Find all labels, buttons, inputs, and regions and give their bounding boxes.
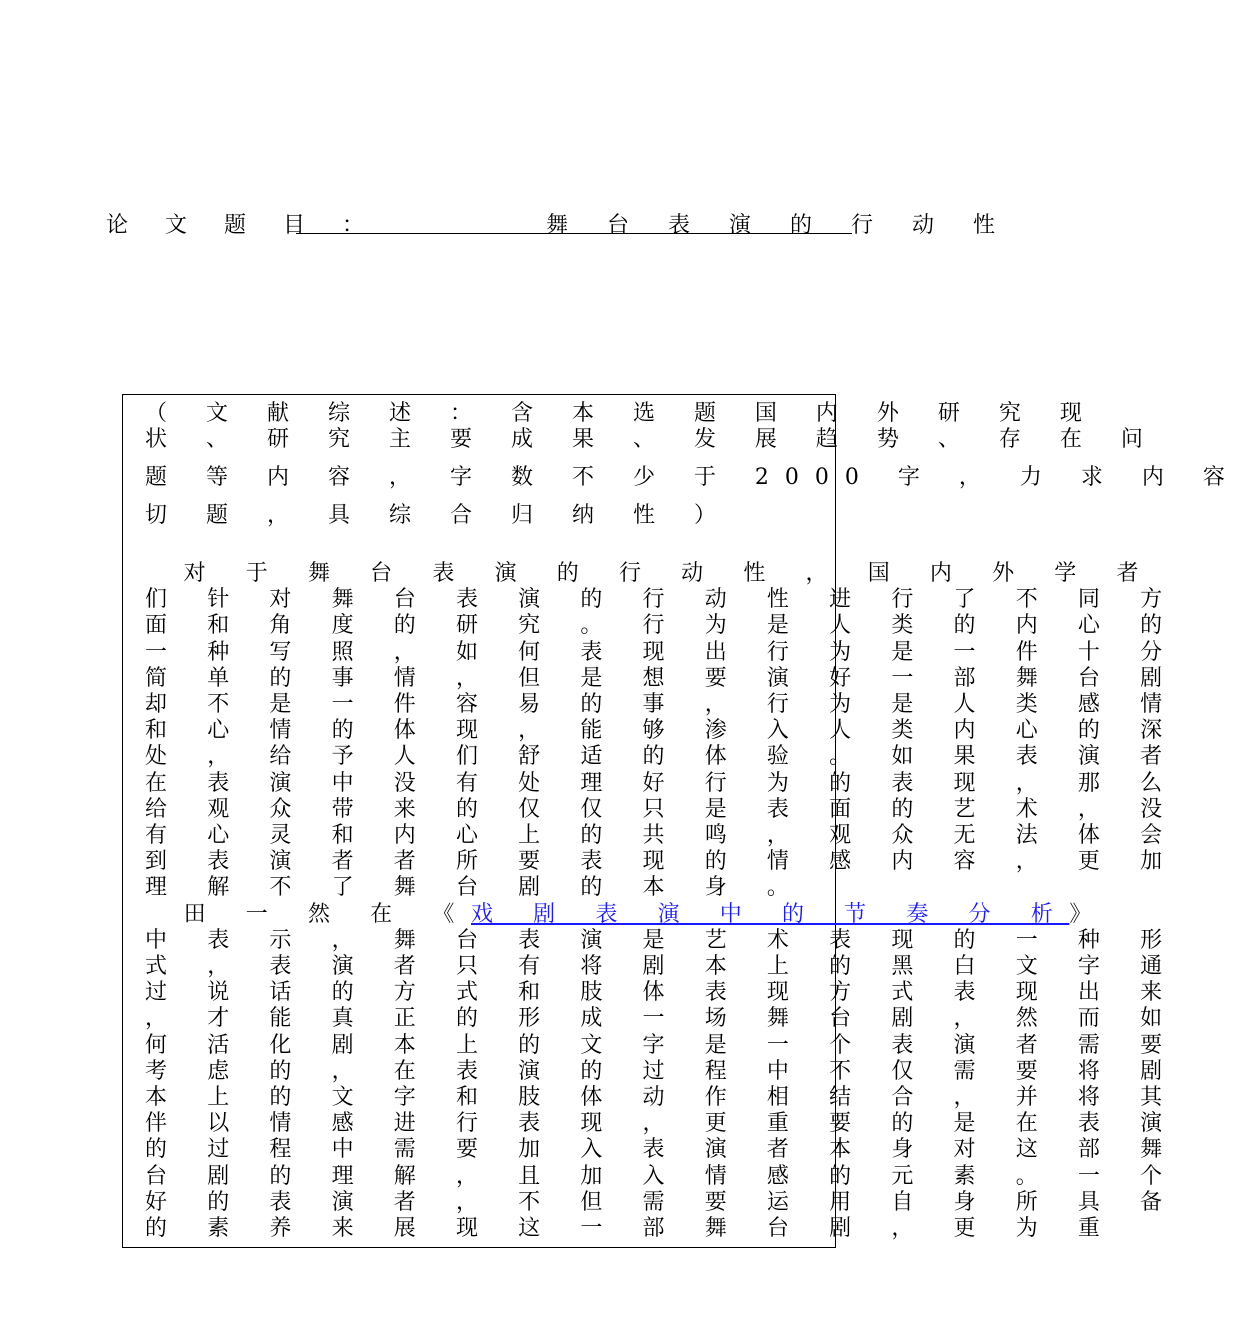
instruction-line: 状 、 研 究 主 要 成 果 、 发 展 趋 势 、 存 在 问 (145, 427, 1159, 452)
text-line: 有 心 灵 和 内 心 上 的 共 鸣 ， 观 众 无 法 体 会 (145, 823, 1179, 848)
text-line: 考 虑 的 ， 在 表 演 的 过 程 中 不 仅 需 要 将 剧 (145, 1058, 1179, 1084)
text-line: 一 种 写 照 ， 如 何 表 现 出 行 为 是 一 件 十 分 (145, 639, 1179, 665)
thesis-title-label: 论 文 题 目 ： (106, 213, 379, 238)
instruction-line: 题 等 内 容 ， 字 数 不 少 于 2000 字 ， 力 求 内 容 (145, 465, 1241, 490)
text-line: 本 上 的 文 字 和 肢 体 动 作 相 结 合 ， 并 将 其 (145, 1085, 1179, 1110)
text-line: 式 ， 表 演 者 只 有 将 剧 本 上 的 黑 白 文 字 通 (145, 954, 1179, 979)
text-line: 中 表 示 ， 舞 台 表 演 是 艺 术 表 现 的 一 种 形 (145, 927, 1179, 953)
text-line: 过 说 话 的 方 式 和 肢 体 表 现 方 式 表 现 出 来 (145, 980, 1179, 1006)
text-line: 们 针 对 舞 台 表 演 的 行 动 性 进 行 了 不 同 方 (145, 587, 1179, 613)
text-line: 面 和 角 度 的 研 究 。 行 为 是 人 类 的 内 心 的 (145, 613, 1179, 639)
text-line: 的 素 养 来 展 现 这 一 部 舞 台 剧 ， 更 为 重 (145, 1216, 1117, 1241)
text-line: 却 不 是 一 件 容 易 的 事 ， 行 为 是 人 类 感 情 (145, 692, 1179, 717)
text-line: 好 的 表 演 者 ， 不 但 需 要 运 用 自 身 所 具 备 (145, 1189, 1179, 1215)
instruction-line: 切 题 ， 具 综 合 归 纳 性 ） (145, 503, 732, 528)
text-line: 在 表 演 中 没 有 处 理 好 行 为 的 表 现 ， 那 么 (145, 770, 1179, 796)
text-line: 的 过 程 中 需 要 加 入 表 演 者 本 身 对 这 部 舞 (145, 1137, 1179, 1163)
text-line: ， 才 能 真 正 的 形 成 一 场 舞 台 剧 ， 然 而 如 (145, 1006, 1179, 1032)
instruction-line: （ 文 献 综 述 ： 含 本 选 题 国 内 外 研 究 现 (145, 401, 1098, 426)
text-line: 给 观 众 带 来 的 仅 仅 只 是 表 面 的 艺 术 ， 没 (145, 796, 1179, 822)
text-line: 到 表 演 者 者 所 要 表 现 的 情 感 内 容 ， 更 加 (145, 849, 1179, 875)
text-line: 理 解 不 了 舞 台 剧 的 本 身 。 (145, 875, 806, 901)
text-line: 对 于 舞 台 表 演 的 行 动 性 ， 国 内 外 学 者 (145, 561, 1156, 586)
text-line: 处 ， 给 予 人 们 舒 适 的 体 验 。 如 果 表 演 者 (145, 744, 1179, 770)
citation-line (145, 897, 1108, 927)
text-line: 台 剧 的 理 解 ， 且 加 入 情 感 的 元 素 。 一 个 (145, 1163, 1179, 1189)
thesis-title: 舞 台 表 演 的 行 动 性 (546, 213, 1011, 238)
text-line: 和 心 情 的 体 现 ， 能 够 渗 入 人 类 内 心 的 深 (145, 718, 1179, 744)
text-line: 简 单 的 事 情 ， 但 是 想 要 演 好 一 部 舞 台 剧 (145, 665, 1179, 691)
text-line: 伴 以 情 感 进 行 表 现 ， 更 重 要 的 是 在 表 演 (145, 1111, 1179, 1137)
citation-prefix: 田 一 然 在 《 (145, 901, 471, 927)
citation-suffix: 》 (1069, 901, 1108, 927)
citation-link[interactable]: 戏 剧 表 演 中 的 节 奏 分 析 (470, 901, 1070, 927)
text-line: 何 活 化 剧 本 上 的 文 字 是 一 个 表 演 者 需 要 (145, 1032, 1179, 1058)
